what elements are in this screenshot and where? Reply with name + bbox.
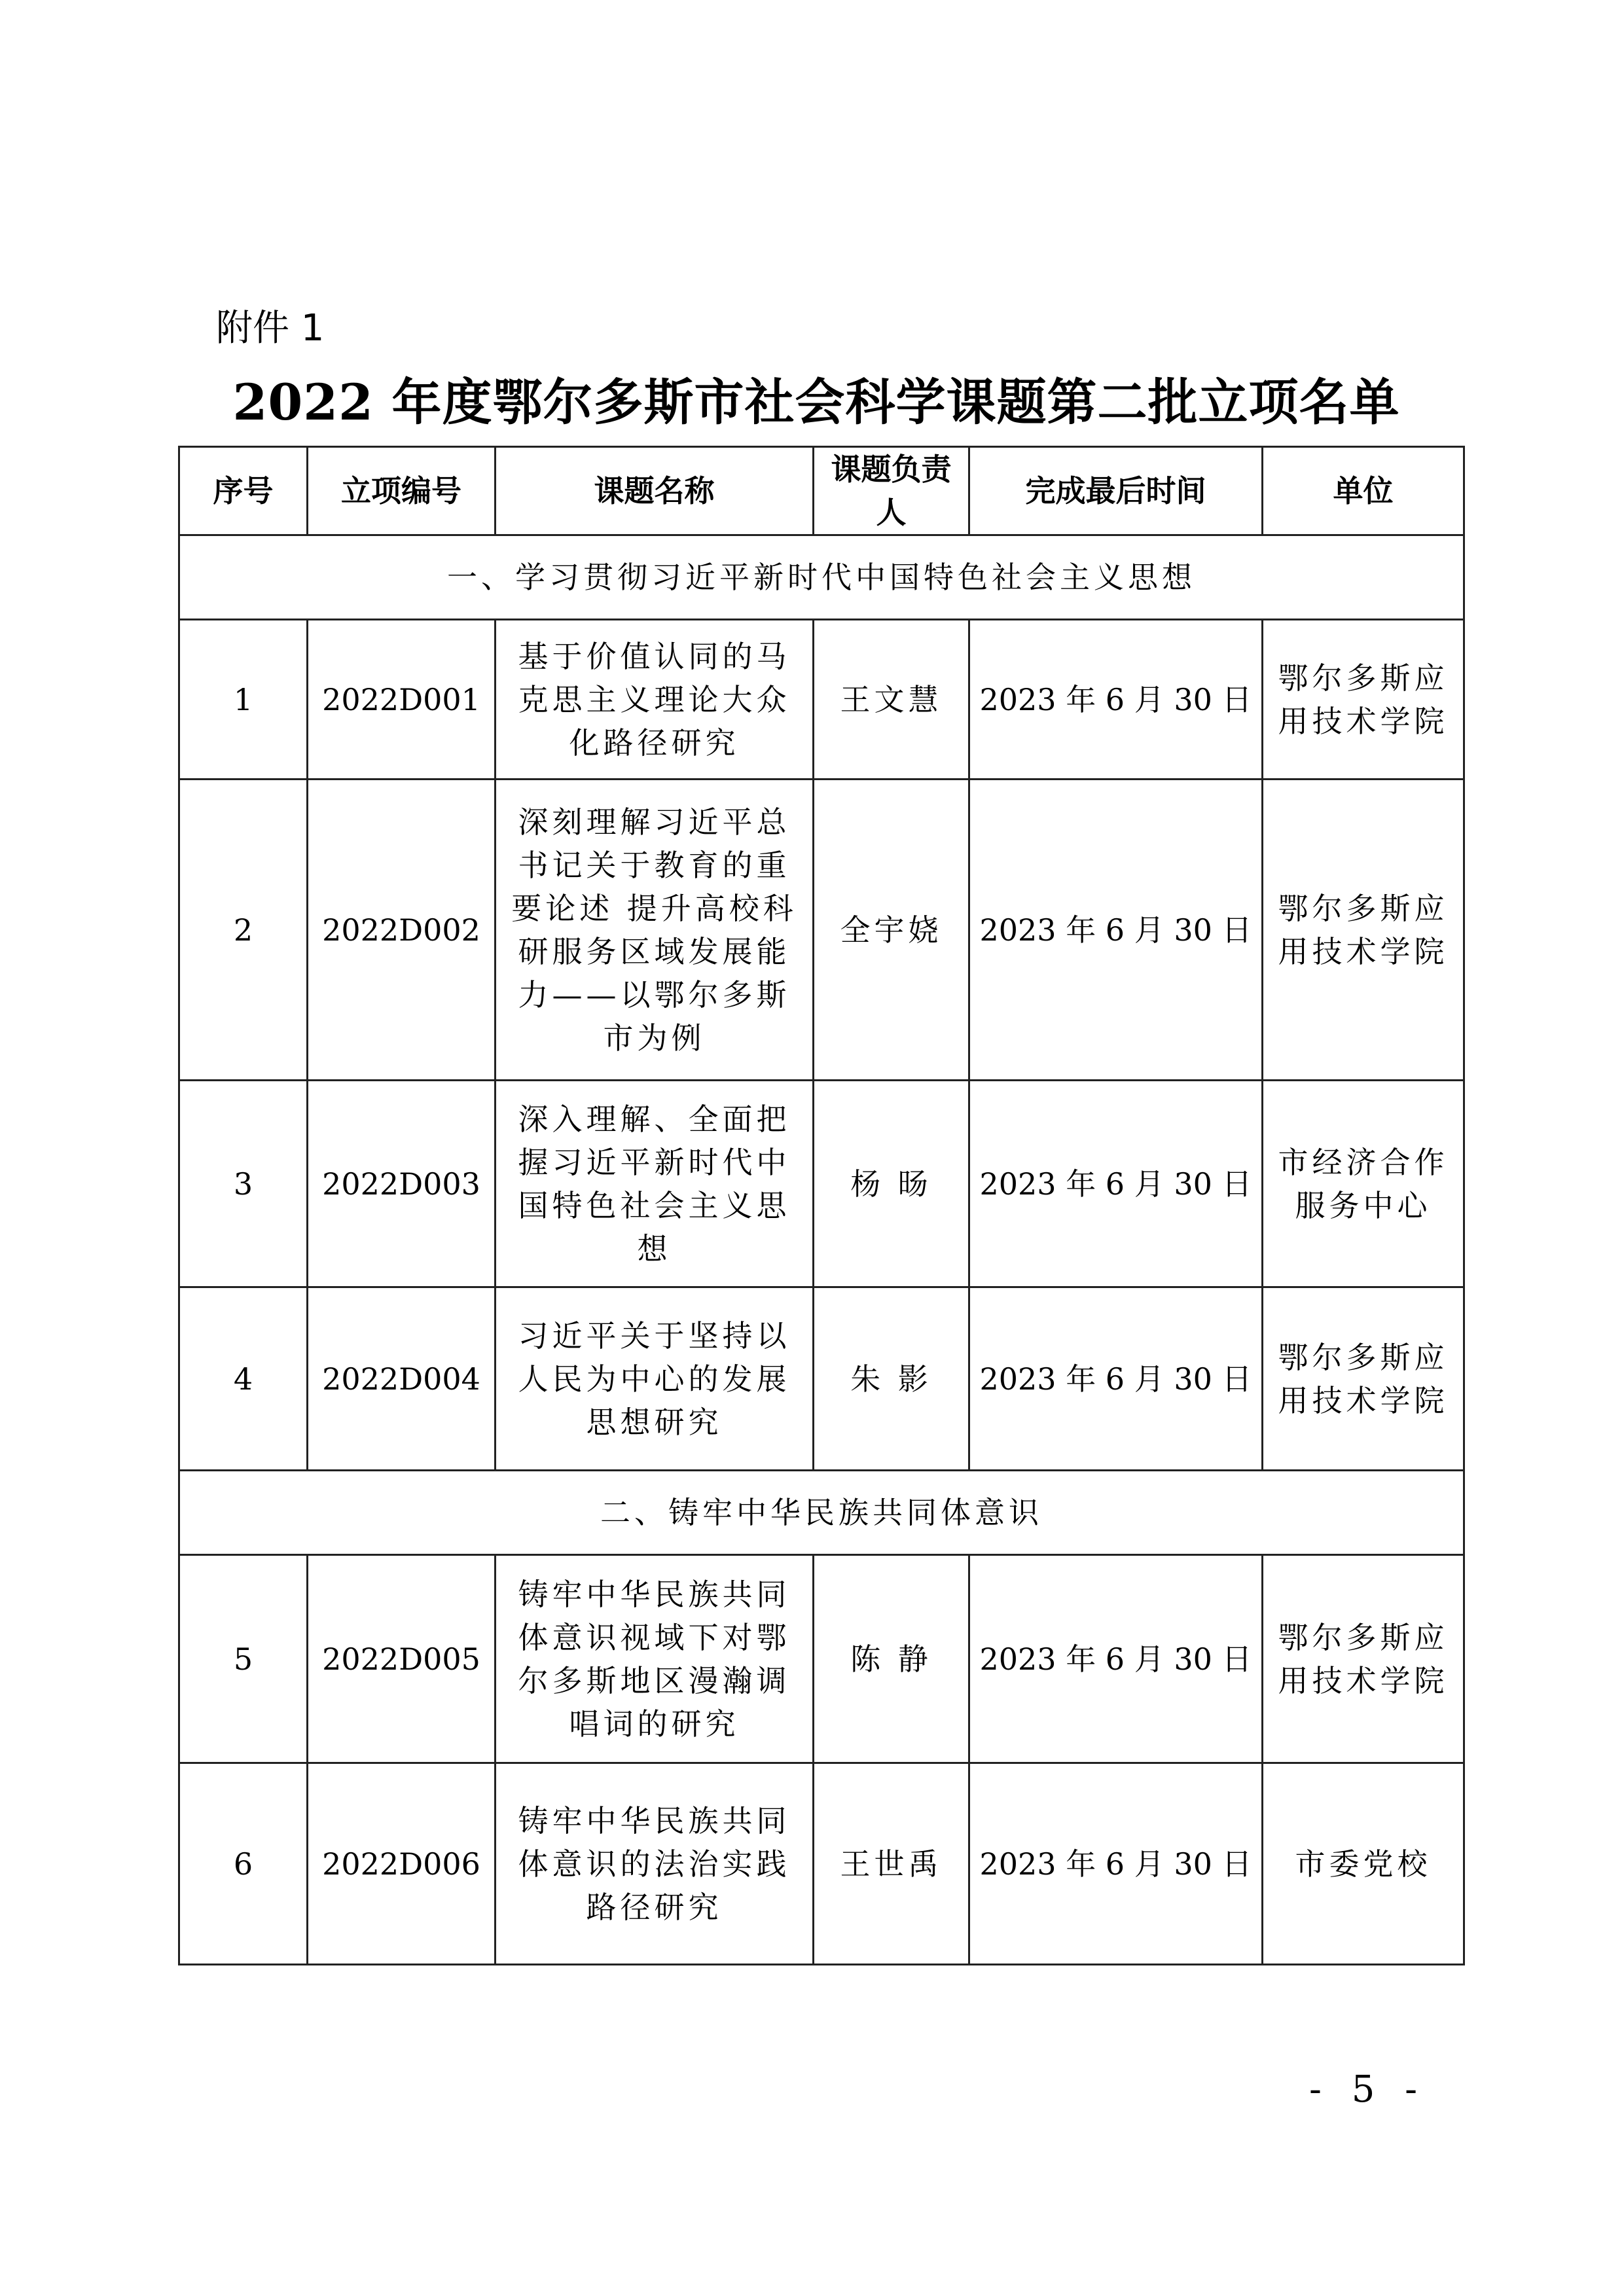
table-row bbox=[179, 780, 1464, 1081]
header-unit: 单位 bbox=[1263, 447, 1464, 535]
header-deadline: 完成最后时间 bbox=[969, 447, 1263, 535]
cell-deadline: 2023 年 6 月 30 日 bbox=[969, 1555, 1263, 1763]
cell-name: 铸牢中华民族共同体意识视域下对鄂尔多斯地区漫瀚调唱词的研究 bbox=[496, 1555, 814, 1763]
attachment-label: 附件 1 bbox=[216, 307, 325, 350]
cell-unit: 市经济合作服务中心 bbox=[1263, 1081, 1464, 1287]
header-name: 课题名称 bbox=[496, 447, 814, 535]
cell-unit: 鄂尔多斯应用技术学院 bbox=[1263, 780, 1464, 1081]
cell-leader: 杨 旸 bbox=[814, 1081, 969, 1287]
section-row bbox=[179, 535, 1464, 620]
cell-deadline: 2023 年 6 月 30 日 bbox=[969, 620, 1263, 780]
table-row bbox=[179, 1763, 1464, 1965]
cell-seq: 5 bbox=[179, 1555, 308, 1763]
cell-deadline: 2023 年 6 月 30 日 bbox=[969, 780, 1263, 1081]
cell-code: 2022D001 bbox=[308, 620, 496, 780]
cell-code: 2022D003 bbox=[308, 1081, 496, 1287]
cell-seq: 2 bbox=[179, 780, 308, 1081]
cell-leader: 朱 影 bbox=[814, 1287, 969, 1471]
cell-seq: 1 bbox=[179, 620, 308, 780]
cell-seq: 3 bbox=[179, 1081, 308, 1287]
table-row bbox=[179, 1081, 1464, 1287]
cell-seq: 6 bbox=[179, 1763, 308, 1965]
header-seq: 序号 bbox=[179, 447, 308, 535]
cell-leader: 王文慧 bbox=[814, 620, 969, 780]
cell-deadline: 2023 年 6 月 30 日 bbox=[969, 1081, 1263, 1287]
header-leader: 课题负责人 bbox=[814, 447, 969, 535]
table-row bbox=[179, 1555, 1464, 1763]
cell-unit: 市委党校 bbox=[1263, 1763, 1464, 1965]
page-number: - 5 - bbox=[1309, 2068, 1427, 2111]
cell-leader: 陈 静 bbox=[814, 1555, 969, 1763]
cell-code: 2022D006 bbox=[308, 1763, 496, 1965]
cell-name: 铸牢中华民族共同体意识的法治实践路径研究 bbox=[496, 1763, 814, 1965]
document-title: 2022 年度鄂尔多斯市社会科学课题第二批立项名单 bbox=[232, 373, 1400, 431]
cell-code: 2022D002 bbox=[308, 780, 496, 1081]
cell-name: 基于价值认同的马克思主义理论大众化路径研究 bbox=[496, 620, 814, 780]
cell-unit: 鄂尔多斯应用技术学院 bbox=[1263, 620, 1464, 780]
section-title: 一、学习贯彻习近平新时代中国特色社会主义思想 bbox=[179, 535, 1464, 620]
project-table bbox=[178, 446, 1465, 1965]
cell-name: 深入理解、全面把握习近平新时代中国特色社会主义思想 bbox=[496, 1081, 814, 1287]
cell-leader: 全宇娆 bbox=[814, 780, 969, 1081]
section-title: 二、铸牢中华民族共同体意识 bbox=[179, 1471, 1464, 1555]
cell-unit: 鄂尔多斯应用技术学院 bbox=[1263, 1287, 1464, 1471]
cell-deadline: 2023 年 6 月 30 日 bbox=[969, 1287, 1263, 1471]
cell-leader: 王世禹 bbox=[814, 1763, 969, 1965]
table-header-row bbox=[179, 447, 1464, 535]
section-row bbox=[179, 1471, 1464, 1555]
cell-seq: 4 bbox=[179, 1287, 308, 1471]
cell-deadline: 2023 年 6 月 30 日 bbox=[969, 1763, 1263, 1965]
cell-name: 深刻理解习近平总书记关于教育的重要论述 提升高校科研服务区域发展能力——以鄂尔多斯市为例 bbox=[496, 780, 814, 1081]
table-row bbox=[179, 620, 1464, 780]
cell-code: 2022D005 bbox=[308, 1555, 496, 1763]
table-row bbox=[179, 1287, 1464, 1471]
cell-code: 2022D004 bbox=[308, 1287, 496, 1471]
cell-unit: 鄂尔多斯应用技术学院 bbox=[1263, 1555, 1464, 1763]
cell-name: 习近平关于坚持以人民为中心的发展思想研究 bbox=[496, 1287, 814, 1471]
header-code: 立项编号 bbox=[308, 447, 496, 535]
